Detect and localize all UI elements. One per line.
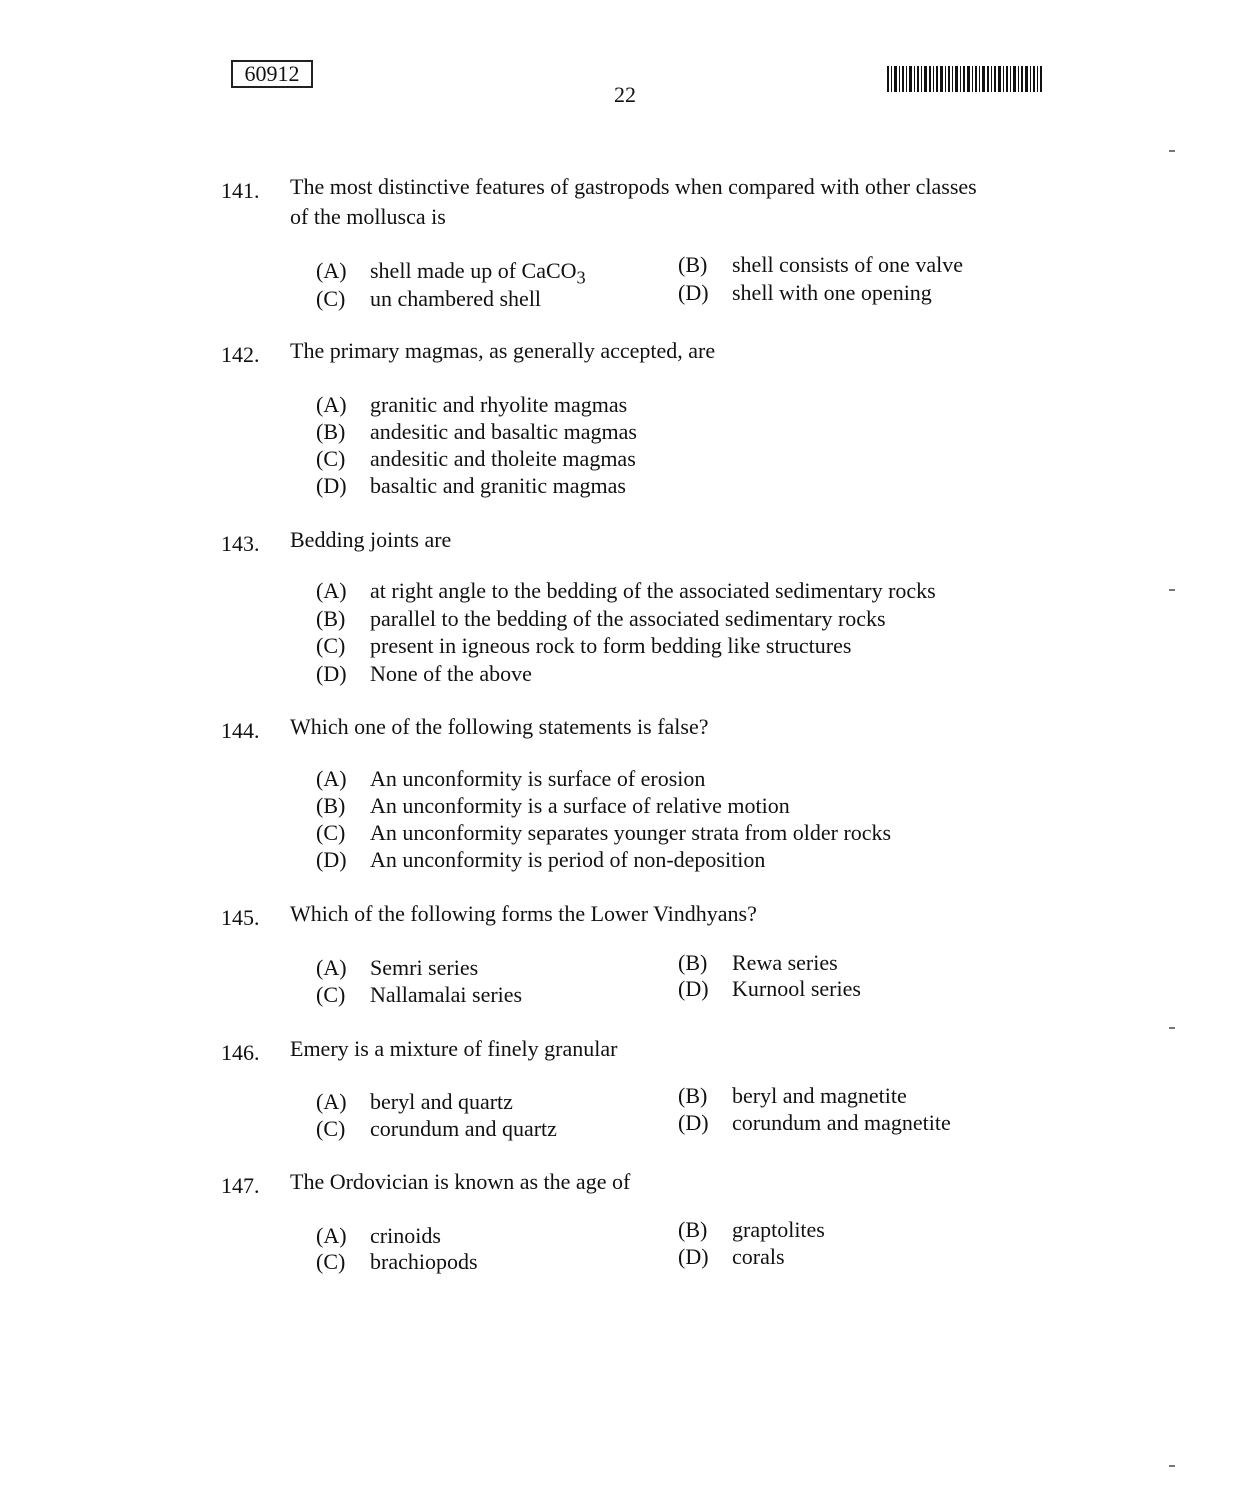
question-line: The primary magmas, as generally accepted, are (290, 338, 716, 363)
option-label: (C) (316, 820, 346, 845)
option (678, 280, 932, 306)
option-label: (B) (316, 793, 346, 818)
option-text: Semri series (370, 955, 479, 980)
option-subscript: 3 (576, 267, 586, 288)
option-label: (A) (316, 766, 347, 791)
scan-speck (1169, 150, 1175, 152)
option-label: (C) (316, 1249, 346, 1274)
option-text: shell consists of one valve (732, 252, 963, 277)
question-line: The most distinctive features of gastropods when compared with other classes (290, 174, 977, 199)
question-number: 145. (221, 905, 260, 930)
option (316, 419, 637, 445)
option-text: un chambered shell (370, 286, 542, 311)
option-label: (B) (316, 606, 346, 631)
option-text: granitic and rhyolite magmas (370, 392, 628, 417)
option (316, 793, 790, 819)
option-label: (D) (678, 976, 709, 1001)
option (316, 258, 586, 288)
option-text: parallel to the bedding of the associated sedimentary rocks (370, 606, 886, 631)
question-line: Which of the following forms the Lower Vindhyans? (290, 901, 757, 926)
option (316, 473, 626, 499)
option-label: (A) (316, 1089, 347, 1114)
option-text: Rewa series (732, 950, 838, 975)
question-text (290, 525, 451, 555)
option (316, 661, 532, 687)
option (678, 1244, 785, 1270)
question-line: Emery is a mixture of finely granular (290, 1036, 618, 1061)
option-text: corundum and quartz (370, 1116, 557, 1141)
barcode-icon (887, 66, 1042, 92)
option-label: (D) (316, 847, 347, 872)
question-line: of the mollusca is (290, 204, 446, 229)
option-text: An unconformity is period of non-deposition (370, 847, 766, 872)
option-label: (A) (316, 392, 347, 417)
question-line: Bedding joints are (290, 527, 452, 552)
scan-speck (1169, 1027, 1175, 1029)
option-text: beryl and quartz (370, 1089, 513, 1114)
option (678, 976, 861, 1002)
option-label: (A) (316, 955, 347, 980)
scan-speck (1169, 589, 1175, 591)
option (678, 1217, 825, 1243)
question-number: 147. (221, 1173, 260, 1198)
option-label: (C) (316, 1116, 346, 1141)
option (316, 766, 705, 792)
option (678, 950, 838, 976)
option-label: (A) (316, 1223, 347, 1248)
page-number: 22 (614, 82, 636, 107)
option-label: (B) (316, 419, 346, 444)
option-label: (D) (678, 1110, 709, 1135)
option-label: (A) (316, 258, 347, 283)
option (316, 1116, 557, 1142)
question-text (290, 1034, 617, 1064)
question-number: 146. (221, 1040, 260, 1065)
option (316, 633, 851, 659)
option-label: (B) (678, 950, 708, 975)
option-label: (B) (678, 1083, 708, 1108)
scan-speck (1169, 1465, 1175, 1467)
option-text: andesitic and basaltic magmas (370, 419, 637, 444)
option (316, 392, 627, 418)
option-text: None of the above (370, 661, 532, 686)
question-text (290, 336, 715, 366)
option-text: Kurnool series (732, 976, 861, 1001)
option-text: at right angle to the bedding of the associated sedimentary rocks (370, 578, 936, 603)
option (316, 286, 541, 312)
option-text: corals (732, 1244, 785, 1269)
option (316, 955, 478, 981)
question-text (290, 1167, 630, 1197)
option-text: beryl and magnetite (732, 1083, 907, 1108)
option-label: (C) (316, 633, 346, 658)
option-text: andesitic and tholeite magmas (370, 446, 636, 471)
option-text: basaltic and granitic magmas (370, 473, 626, 498)
question-text (290, 712, 709, 742)
option (678, 1110, 951, 1136)
option-label: (B) (678, 1217, 708, 1242)
option-text: Nallamalai series (370, 982, 523, 1007)
option-text: corundum and magnetite (732, 1110, 951, 1135)
question-text (290, 172, 977, 232)
option-label: (A) (316, 578, 347, 603)
option (316, 1223, 441, 1249)
option-text: brachiopods (370, 1249, 478, 1274)
option-text: crinoids (370, 1223, 441, 1248)
question-text (290, 899, 757, 929)
paper-code: 60912 (231, 60, 313, 88)
option-label: (D) (678, 280, 709, 305)
option (316, 446, 636, 472)
option (316, 1089, 513, 1115)
question-line: Which one of the following statements is false? (290, 714, 709, 739)
option-label: (D) (316, 473, 347, 498)
option (316, 847, 765, 873)
option (316, 820, 891, 846)
option-text: An unconformity is surface of erosion (370, 766, 706, 791)
option-text: shell with one opening (732, 280, 932, 305)
option-label: (C) (316, 286, 346, 311)
option-label: (C) (316, 982, 346, 1007)
option-text: An unconformity is a surface of relative motion (370, 793, 790, 818)
option-label: (D) (316, 661, 347, 686)
option-text: present in igneous rock to form bedding like structures (370, 633, 852, 658)
option-label: (D) (678, 1244, 709, 1269)
option (316, 982, 522, 1008)
option (678, 252, 963, 278)
option-label: (C) (316, 446, 346, 471)
option (678, 1083, 907, 1109)
option-text: An unconformity separates younger strata from older rocks (370, 820, 892, 845)
question-number: 144. (221, 718, 260, 743)
option (316, 606, 886, 632)
question-number: 143. (221, 531, 260, 556)
question-number: 141. (221, 178, 260, 203)
option-text: graptolites (732, 1217, 825, 1242)
option (316, 578, 936, 604)
option (316, 1249, 478, 1275)
option-label: (B) (678, 252, 708, 277)
option-text: shell made up of CaCO (370, 258, 577, 283)
question-number: 142. (221, 342, 260, 367)
question-line: The Ordovician is known as the age of (290, 1169, 631, 1194)
